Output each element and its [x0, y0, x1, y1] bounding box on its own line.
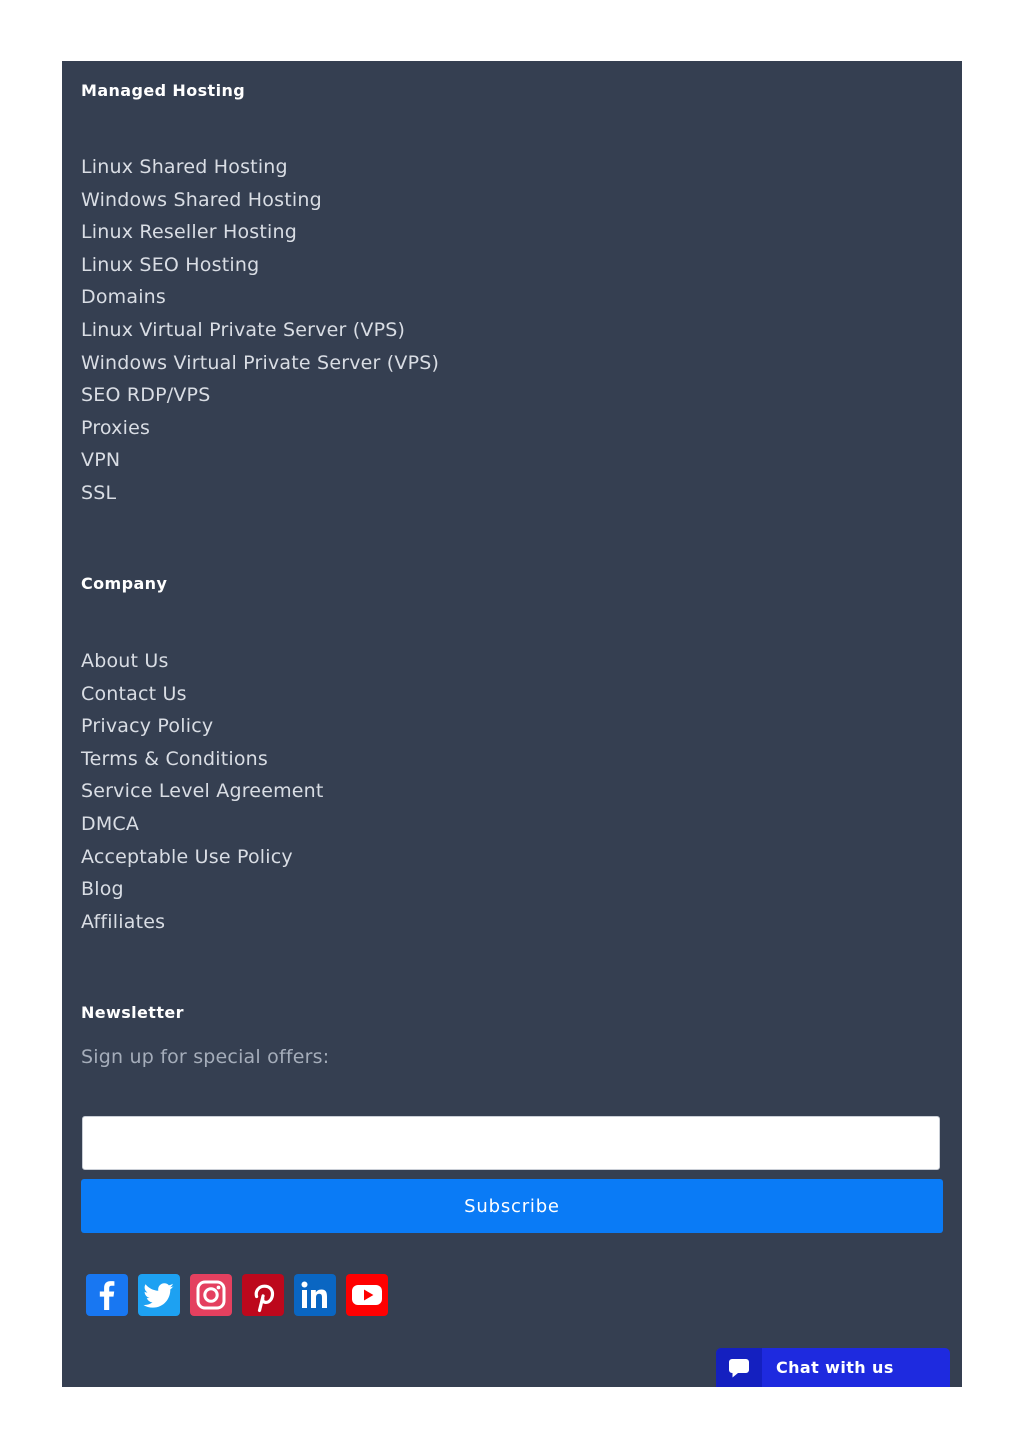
company-links [81, 645, 324, 938]
list-item [81, 249, 439, 282]
list-item [81, 379, 439, 412]
managed-hosting-links [81, 151, 439, 510]
managed-hosting-heading: Managed Hosting [81, 81, 246, 100]
link-windows-vps[interactable]: Windows Virtual Private Server (VPS) [81, 351, 440, 374]
youtube-icon[interactable] [346, 1274, 388, 1316]
list-item [81, 412, 439, 445]
list-item [81, 444, 439, 477]
newsletter-heading: Newsletter [81, 1003, 184, 1022]
link-windows-shared-hosting[interactable]: Windows Shared Hosting [81, 188, 322, 211]
chat-bubble-icon [728, 1357, 750, 1379]
list-item [81, 743, 324, 776]
list-item [81, 314, 439, 347]
list-item [81, 347, 439, 380]
subscribe-button[interactable]: Subscribe [81, 1179, 943, 1233]
link-linux-reseller-hosting[interactable]: Linux Reseller Hosting [81, 221, 297, 244]
link-blog[interactable]: Blog [81, 878, 124, 901]
list-item [81, 841, 324, 874]
list-item [81, 710, 324, 743]
newsletter-subtitle: Sign up for special offers: [81, 1046, 330, 1068]
list-item [81, 645, 324, 678]
link-contact-us[interactable]: Contact Us [81, 682, 187, 705]
pinterest-icon[interactable] [242, 1274, 284, 1316]
link-linux-vps[interactable]: Linux Virtual Private Server (VPS) [81, 318, 406, 341]
newsletter-email-input[interactable] [82, 1116, 940, 1170]
link-dmca[interactable]: DMCA [81, 812, 140, 835]
link-service-level-agreement[interactable]: Service Level Agreement [81, 780, 324, 803]
list-item [81, 184, 439, 217]
list-item [81, 808, 324, 841]
linkedin-icon[interactable] [294, 1274, 336, 1316]
list-item [81, 678, 324, 711]
chat-widget-button[interactable] [716, 1348, 950, 1387]
link-terms-conditions[interactable]: Terms & Conditions [81, 747, 269, 770]
list-item [81, 216, 439, 249]
chat-label: Chat with us [776, 1358, 894, 1377]
social-links [86, 1274, 388, 1316]
link-ssl[interactable]: SSL [81, 481, 117, 504]
list-item [81, 775, 324, 808]
twitter-icon[interactable] [138, 1274, 180, 1316]
link-about-us[interactable]: About Us [81, 650, 169, 672]
list-item [81, 281, 439, 314]
chat-icon-box [716, 1348, 762, 1387]
link-affiliates[interactable]: Affiliates [81, 910, 166, 933]
link-vpn[interactable]: VPN [81, 449, 121, 472]
site-footer [62, 61, 962, 1387]
link-domains[interactable]: Domains [81, 286, 167, 309]
instagram-icon[interactable] [190, 1274, 232, 1316]
list-item [81, 873, 324, 906]
link-linux-seo-hosting[interactable]: Linux SEO Hosting [81, 253, 260, 276]
link-acceptable-use-policy[interactable]: Acceptable Use Policy [81, 845, 293, 868]
link-seo-rdp-vps[interactable]: SEO RDP/VPS [81, 384, 211, 407]
list-item [81, 477, 439, 510]
list-item [81, 151, 439, 184]
link-linux-shared-hosting[interactable]: Linux Shared Hosting [81, 156, 288, 178]
link-proxies[interactable]: Proxies [81, 416, 151, 439]
facebook-icon[interactable] [86, 1274, 128, 1316]
link-privacy-policy[interactable]: Privacy Policy [81, 715, 214, 738]
company-heading: Company [81, 574, 168, 593]
list-item [81, 906, 324, 939]
